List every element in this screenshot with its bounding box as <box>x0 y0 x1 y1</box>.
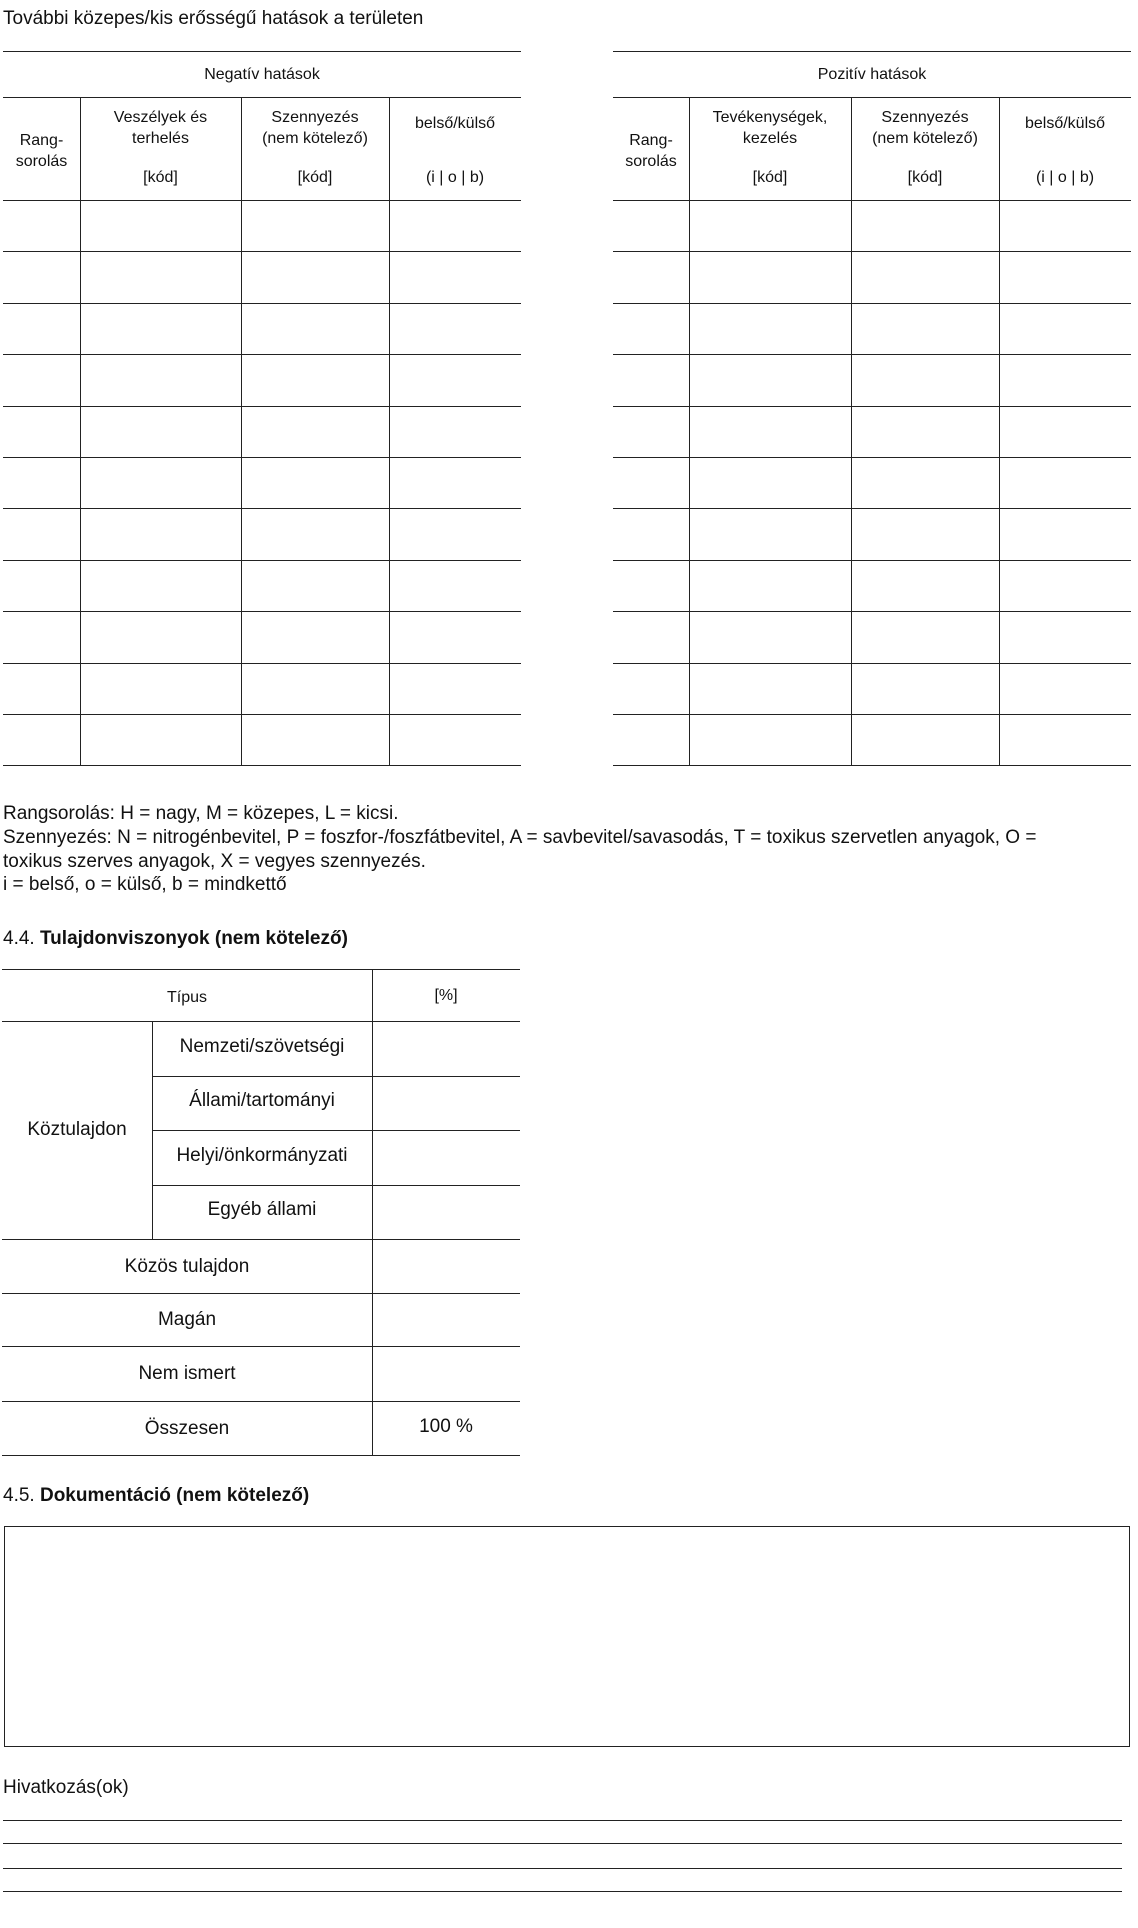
table-cell[interactable] <box>999 508 1131 559</box>
table-cell[interactable] <box>689 251 851 302</box>
table-cell[interactable] <box>851 508 999 559</box>
table-cell[interactable] <box>689 303 851 354</box>
table-cell[interactable] <box>3 303 80 354</box>
table-cell[interactable] <box>80 457 241 508</box>
table-cell[interactable] <box>613 406 689 457</box>
table-cell[interactable] <box>689 354 851 405</box>
table-cell[interactable] <box>241 457 389 508</box>
table-cell[interactable] <box>241 663 389 714</box>
table-cell[interactable] <box>241 303 389 354</box>
documentation-heading: 4.5. Dokumentáció (nem kötelező) <box>3 1485 310 1506</box>
positive-group-header: Pozitív hatások <box>817 66 927 83</box>
table-cell[interactable] <box>80 560 241 611</box>
table-cell[interactable] <box>389 560 521 611</box>
activities-header: Tevékenységek, <box>712 109 828 126</box>
table-cell[interactable] <box>80 611 241 662</box>
hazards-header-2: terhelés <box>132 130 189 147</box>
legend-line: Szennyezés: N = nitrogénbevitel, P = foszfor-/foszfátbevitel, A = savbevitel/savasodás, T = toxikus szervetlen anyagok, O = <box>3 827 1037 848</box>
table-cell[interactable] <box>999 200 1131 251</box>
table-cell[interactable] <box>999 663 1131 714</box>
hazards-code: [kód] <box>143 169 178 186</box>
table-cell[interactable] <box>999 251 1131 302</box>
ownership-row: Magán <box>157 1309 217 1330</box>
table-cell[interactable] <box>389 714 521 765</box>
table-cell[interactable] <box>241 354 389 405</box>
table-cell[interactable] <box>241 508 389 559</box>
table-cell[interactable] <box>613 251 689 302</box>
table-cell[interactable] <box>689 457 851 508</box>
table-cell[interactable] <box>3 251 80 302</box>
table-cell[interactable] <box>999 611 1131 662</box>
table-cell[interactable] <box>999 560 1131 611</box>
documentation-box[interactable] <box>4 1526 1130 1747</box>
table-cell[interactable] <box>851 560 999 611</box>
pollution-code: [kód] <box>907 169 943 186</box>
table-cell[interactable] <box>851 354 999 405</box>
hazards-header: Veszélyek és <box>113 109 208 126</box>
table-cell[interactable] <box>80 354 241 405</box>
table-cell[interactable] <box>241 714 389 765</box>
table-cell[interactable] <box>3 457 80 508</box>
table-cell[interactable] <box>389 611 521 662</box>
legend-line: toxikus szerves anyagok, X = vegyes szennyezés. <box>3 851 426 872</box>
table-cell[interactable] <box>851 714 999 765</box>
table-cell[interactable] <box>389 406 521 457</box>
table-cell[interactable] <box>613 354 689 405</box>
table-cell[interactable] <box>241 560 389 611</box>
type-header: Típus <box>166 989 207 1006</box>
table-cell[interactable] <box>389 303 521 354</box>
total-value: 100 % <box>419 1416 473 1437</box>
table-cell[interactable] <box>613 663 689 714</box>
pollution-header-2: (nem kötelező) <box>872 130 978 147</box>
table-cell[interactable] <box>613 303 689 354</box>
public-sub-row: Állami/tartományi <box>189 1090 335 1111</box>
pollution-header: Szennyezés <box>881 109 969 126</box>
table-cell[interactable] <box>999 354 1131 405</box>
table-cell[interactable] <box>689 560 851 611</box>
table-cell[interactable] <box>851 457 999 508</box>
public-sub-row: Nemzeti/szövetségi <box>179 1036 345 1057</box>
table-cell[interactable] <box>689 508 851 559</box>
table-cell[interactable] <box>3 508 80 559</box>
inout-header: belső/külső <box>1024 115 1106 132</box>
inout-code: (i | o | b) <box>425 169 485 186</box>
table-cell[interactable] <box>999 303 1131 354</box>
table-cell[interactable] <box>3 200 80 251</box>
table-cell[interactable] <box>389 457 521 508</box>
table-cell[interactable] <box>851 406 999 457</box>
inout-header: belső/külső <box>414 115 496 132</box>
table-cell[interactable] <box>241 611 389 662</box>
rank-header: Rang- sorolás <box>15 132 68 170</box>
table-cell[interactable] <box>80 251 241 302</box>
table-cell[interactable] <box>3 406 80 457</box>
reference-line[interactable] <box>3 1843 1122 1844</box>
reference-line[interactable] <box>3 1891 1122 1892</box>
table-cell[interactable] <box>999 406 1131 457</box>
table-cell[interactable] <box>999 457 1131 508</box>
public-sub-row: Egyéb állami <box>207 1199 317 1220</box>
table-cell[interactable] <box>80 663 241 714</box>
table-cell[interactable] <box>389 508 521 559</box>
reference-line[interactable] <box>3 1868 1122 1869</box>
table-cell[interactable] <box>80 200 241 251</box>
table-cell[interactable] <box>851 611 999 662</box>
table-cell[interactable] <box>689 663 851 714</box>
table-cell[interactable] <box>241 200 389 251</box>
inout-code: (i | o | b) <box>1035 169 1095 186</box>
table-cell[interactable] <box>689 200 851 251</box>
public-sub-row: Helyi/önkormányzati <box>176 1145 348 1166</box>
total-label: Összesen <box>144 1418 230 1439</box>
table-cell[interactable] <box>80 406 241 457</box>
negative-group-header: Negatív hatások <box>204 66 320 83</box>
ownership-row: Közös tulajdon <box>124 1256 250 1277</box>
table-cell[interactable] <box>851 200 999 251</box>
table-cell[interactable] <box>613 457 689 508</box>
ownership-row: Nem ismert <box>138 1363 236 1384</box>
table-cell[interactable] <box>851 251 999 302</box>
table-cell[interactable] <box>3 611 80 662</box>
rank-header: Rang- sorolás <box>625 132 677 170</box>
table-cell[interactable] <box>3 714 80 765</box>
pollution-header: Szennyezés <box>271 109 359 126</box>
public-label: Köztulajdon <box>27 1119 127 1140</box>
table-cell[interactable] <box>613 508 689 559</box>
table-cell[interactable] <box>80 714 241 765</box>
reference-line[interactable] <box>3 1820 1122 1821</box>
table-cell[interactable] <box>3 560 80 611</box>
section-title: További közepes/kis erősségű hatások a területen <box>3 8 424 29</box>
table-cell[interactable] <box>689 406 851 457</box>
activities-header-2: kezelés <box>742 130 798 147</box>
table-cell[interactable] <box>689 714 851 765</box>
table-cell[interactable] <box>389 200 521 251</box>
table-cell[interactable] <box>241 251 389 302</box>
table-cell[interactable] <box>689 611 851 662</box>
ownership-heading: 4.4. Tulajdonviszonyok (nem kötelező) <box>3 928 348 949</box>
table-cell[interactable] <box>999 714 1131 765</box>
activities-code: [kód] <box>752 169 788 186</box>
table-cell[interactable] <box>389 251 521 302</box>
table-cell[interactable] <box>389 663 521 714</box>
table-row-line <box>3 765 521 766</box>
table-cell[interactable] <box>241 406 389 457</box>
table-cell[interactable] <box>389 354 521 405</box>
legend-line: Rangsorolás: H = nagy, M = közepes, L = kicsi. <box>3 803 399 824</box>
table-cell[interactable] <box>613 560 689 611</box>
table-cell[interactable] <box>613 611 689 662</box>
table-cell[interactable] <box>613 714 689 765</box>
pollution-header-2: (nem kötelező) <box>262 130 368 147</box>
references-label: Hivatkozás(ok) <box>3 1777 129 1798</box>
legend-line: i = belső, o = külső, b = mindkettő <box>3 874 287 895</box>
table-cell[interactable] <box>3 663 80 714</box>
table-cell[interactable] <box>613 200 689 251</box>
table-cell[interactable] <box>3 354 80 405</box>
table-cell[interactable] <box>851 663 999 714</box>
table-cell[interactable] <box>80 508 241 559</box>
pollution-code: [kód] <box>297 169 333 186</box>
table-row-line <box>613 765 1131 766</box>
percent-header: [%] <box>434 987 458 1004</box>
table-cell[interactable] <box>80 303 241 354</box>
table-cell[interactable] <box>851 303 999 354</box>
